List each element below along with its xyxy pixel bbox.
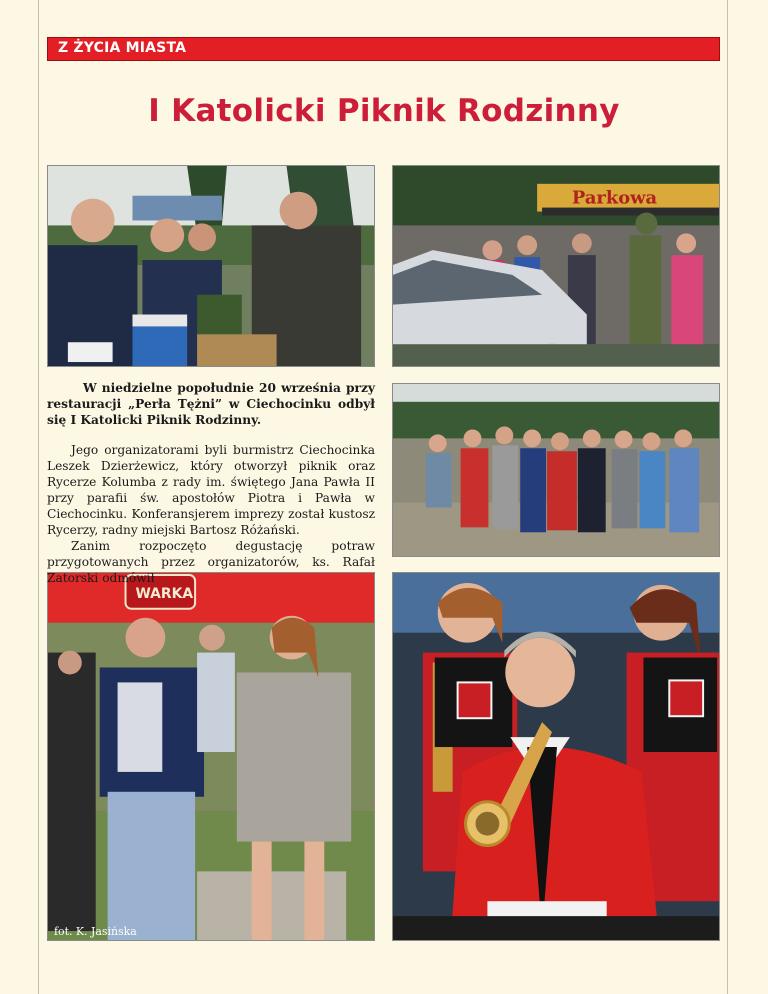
article-body [47,442,375,586]
photo-credit: fot. K. Jasińska [53,925,137,939]
photo-banner-text: WARKA [135,585,194,602]
section-header-bar [47,37,720,61]
article-lead: W niedzielne popołudnie 20 września przy restauracji „Perła Tężni” w Ciechocinku odbył się I Katolicki Piknik Rodzinny. [47,381,375,427]
photo-boys-group [392,383,720,557]
photo-crowd-car-image [393,166,719,366]
photo-crowd-car [392,165,720,367]
article-paragraph: Jego organizatorami byli burmistrz Ciechocinka Leszek Dzierżewicz, który otworzył piknik oraz Rycerze Kolumba z rady im. świętego Jana Pawła II przy parafii św. apostołów Piotra i Pawła w Ciechocinku. Konferansjerem imprezy został kustosz Rycerzy, radny miejski Bartosz Różański. [47,443,375,537]
photo-boys-group-image [393,384,719,556]
photo-food-serving [47,165,375,367]
photo-brass-band [392,572,720,941]
photo-hosts-stage-image [48,573,374,940]
photo-sign-text: Parkowa [571,187,658,209]
photo-hosts-stage [47,572,375,941]
photo-brass-band-image [393,573,719,940]
article-title: I Katolicki Piknik Rodzinny [148,93,620,129]
section-label: Z ŻYCIA MIASTA [58,40,187,56]
photo-food-serving-image [48,166,374,366]
article-paragraph: Zanim rozpoczęto degustację potraw przygotowanych przez organizatorów, ks. Rafał Zatorski odmówił [47,539,375,585]
